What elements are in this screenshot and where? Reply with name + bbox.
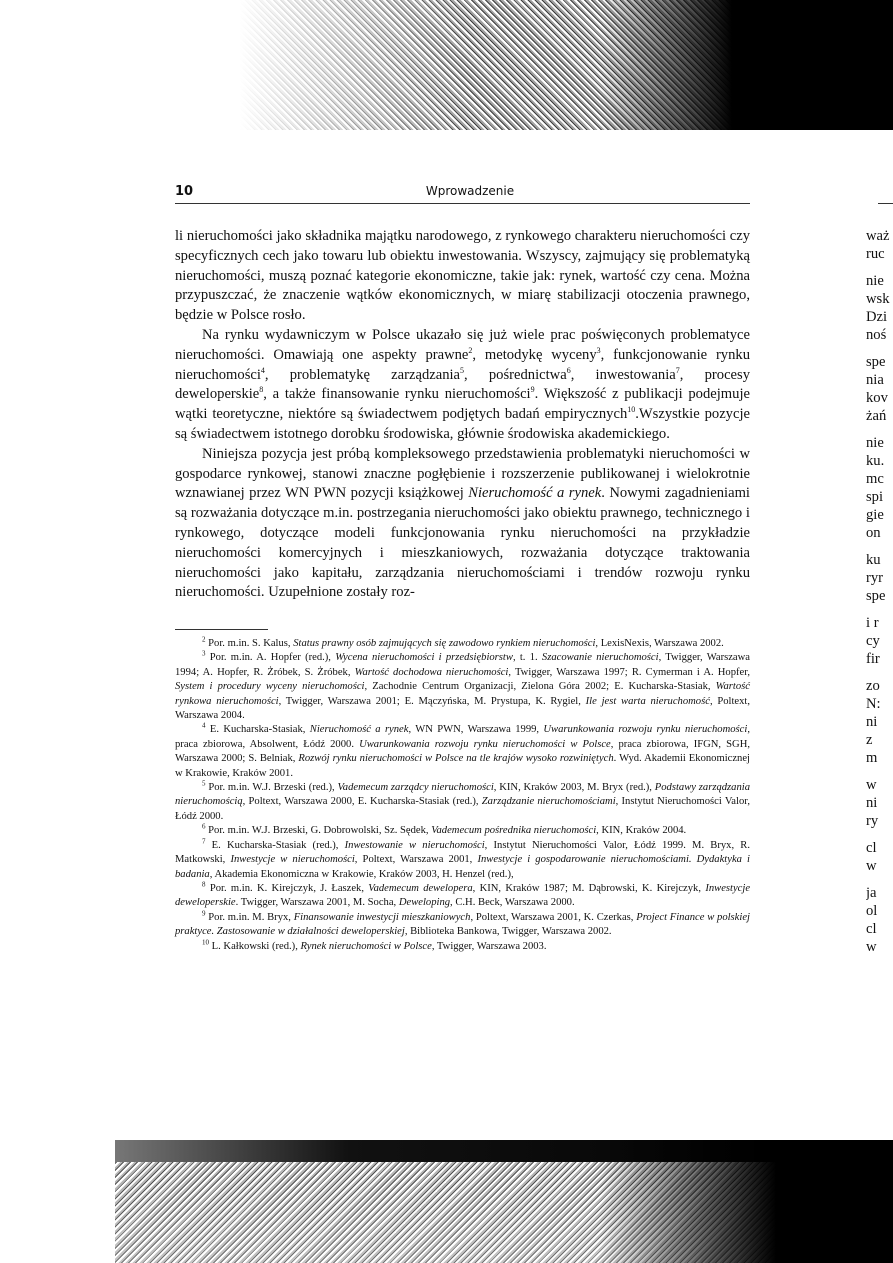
- next-page-line: spe: [866, 354, 886, 370]
- footnote-ref: 4: [260, 365, 265, 375]
- next-page-line: ku.: [866, 453, 885, 469]
- footnote-ref: 8: [259, 385, 264, 395]
- footnote-4: $^4$ E. Kucharska-Stasiak, Nieruchomość a rynek, WN PWN, Warszawa 1999, Uwarunkowania rozwoju rynku nieruchomości, praca zbiorowa, Absolwent, Łódź 2000. Uwarunkowania rozwoju rynku nieruchomości w Polsce, praca zbiorowa, IFGN, SGH, Warszawa 2000; S. Belniak, Rozwój rynku nieruchomości w Polsce na tle krajów wysoko rozwiniętych. Wyd. Akademii Ekonomicznej w Krakowie, Kraków 2001.: [175, 721, 751, 779]
- next-page-line: kov: [866, 390, 888, 406]
- footnote-ref: 5: [460, 365, 465, 375]
- next-page-line: z: [866, 732, 873, 748]
- next-page-line: wsk: [866, 291, 890, 307]
- next-page-line: gie: [866, 507, 884, 523]
- footnote-ref: 9: [530, 385, 535, 395]
- next-page-line: noś: [866, 327, 887, 343]
- next-page-header-rule: [878, 203, 893, 204]
- footnote-2: $^2$ Por. m.in. S. Kalus, Status prawny osób zajmujących się zawodowo rynkiem nieruchomości, LexisNexis, Warszawa 2002.: [202, 635, 724, 649]
- header-rule: [175, 203, 750, 204]
- next-page-line: i r: [866, 615, 879, 631]
- footnote-8: $^8$ Por. m.in. K. Kirejczyk, J. Łaszek, Vademecum dewelopera, KIN, Kraków 1987; M. Dąbrowski, K. Kirejczyk, Inwestycje deweloperskie. Twigger, Warszawa 2001, M. Socha, Deweloping, C.H. Beck, Warszawa 2000.: [175, 880, 751, 909]
- next-page-line: N:: [866, 696, 881, 712]
- next-page-line: cl: [866, 921, 877, 937]
- next-page-line: nie: [866, 273, 884, 289]
- next-page-line: fir: [866, 651, 880, 667]
- next-page-line: ryr: [866, 570, 884, 586]
- next-page-fragment-column: [866, 227, 893, 1067]
- next-page-line: cl: [866, 840, 877, 856]
- footnote-ref: 2: [468, 345, 473, 355]
- footnote-rule: [175, 629, 268, 630]
- next-page-line: ol: [866, 903, 878, 919]
- next-page-line: ni: [866, 795, 878, 811]
- footnote-9: $^9$ Por. m.in. M. Bryx, Finansowanie inwestycji mieszkaniowych, Poltext, Warszawa 2001, K. Czerkas, Project Finance w polskiej praktyce. Zastosowanie w działalności deweloperskiej, Biblioteka Bankowa, Twigger, Warszawa 2002.: [175, 909, 750, 938]
- page-number: 10: [175, 184, 194, 199]
- scan-shadow-top: [600, 0, 893, 130]
- next-page-line: zo: [866, 678, 880, 694]
- paragraph-3: Niniejsza pozycja jest próbą kompleksowego przedstawienia problematyki nieruchomości w gospodarce rynkowej, stanowi znaczne pogłębienie i rozszerzenie publikowanej i wielokrotnie wznawianej przez WN PWN pozycji książkowej Nieruchomość a rynek. Nowymi zagadnieniami są rozważania dotyczące m.in. postrzegania nieruchomości jako obiektu prawnego, technicznego i rynkowego, dotyczące modeli funkcjonowania rynku nieruchomości na przykładzie nieruchomości komercyjnych i mieszkaniowych, rozważania dotyczące traktowania nieruchomości jako kapitału, zarządzania nieruchomościami i trendów rozwoju rynku nieruchomości. Uzupełnione zostały roz-: [175, 445, 750, 601]
- footnote-10: $^{10}$ L. Kałkowski (red.), Rynek nieruchomości w Polsce, Twigger, Warszawa 2003.: [202, 938, 547, 952]
- next-page-line: ry: [866, 813, 879, 829]
- next-page-line: ja: [866, 885, 877, 901]
- next-page-line: w: [866, 777, 877, 793]
- footnote-ref: 7: [675, 365, 680, 375]
- next-page-line: waż: [866, 228, 890, 244]
- paragraph-1: li nieruchomości jako składnika majątku narodowego, z rynkowego charakteru nieruchomości czy specyficznych cech jako towaru lub obiektu inwestowania. Wszyscy, zajmujący się problematyką nieruchomości, muszą poznać kategorie ekonomiczne, takie jak: rynek, wartość czy cena. Można przypuszczać, że znaczenie wątków ekonomicznych, w miarę stabilizacji otoczenia prawnego, będzie w Polsce rosło.: [175, 228, 750, 324]
- next-page-line: ni: [866, 714, 878, 730]
- next-page-line: m: [866, 750, 878, 766]
- next-page-line: mc: [866, 471, 884, 487]
- scan-shadow-bottom: [600, 1140, 893, 1263]
- next-page-line: żań: [866, 408, 887, 424]
- next-page-line: w: [866, 939, 877, 955]
- footnotes: [175, 637, 750, 954]
- next-page-line: nia: [866, 372, 884, 388]
- next-page-line: w: [866, 858, 877, 874]
- footnote-ref: 3: [596, 345, 601, 355]
- footnote-3: $^3$ Por. m.in. A. Hopfer (red.), Wycena nieruchomości i przedsiębiorstw, t. 1. Szacowanie nieruchomości, Twigger, Warszawa 1994; A. Hopfer, R. Żróbek, S. Żróbek, Wartość dochodowa nieruchomości, Twigger, Warszawa 1997; R. Cymerman i A. Hopfer, System i procedury wyceny nieruchomości, Zachodnie Centrum Organizacji, Zielona Góra 2002; E. Kucharska-Stasiak, Wartość rynkowa nieruchomości, Twigger, Warszawa 2001; E. Mączyńska, M. Prystupa, K. Rygiel, Ile jest warta nieruchomość, Poltext, Warszawa 2004.: [175, 649, 750, 722]
- next-page-line: ku: [866, 552, 881, 568]
- next-page-line: ruc: [866, 246, 885, 262]
- footnote-6: $^6$ Por. m.in. W.J. Brzeski, G. Dobrowolski, Sz. Sędek, Vademecum pośrednika nieruchomości, KIN, Kraków 2004.: [202, 822, 687, 837]
- next-page-line: on: [866, 525, 881, 541]
- next-page-line: spi: [866, 489, 884, 505]
- paragraph-2: Na rynku wydawniczym w Polsce ukazało się już wiele prac poświęconych problematyce nieruchomości. Omawiają one aspekty prawne$^2$, metodykę wyceny$^3$, funkcjonowanie rynku nieruchomości$^4$, problematykę zarządzania$^5$, pośrednictwa$^6$, inwestowania$^7$, procesy deweloperskie$^8$, a także finansowanie rynku nieruchomości$^9$. Większość z publikacji podejmuje wątki teoretyczne, niektóre są świadectwem podjętych badań empirycznych$^{10}$.Wszystkie pozycje są świadectwem istotnego dorobku środowiska, głównie środowiska akademickiego.: [175, 326, 751, 442]
- next-page-line: cy: [866, 633, 880, 649]
- main-text: [175, 227, 750, 603]
- book-title: Nieruchomość a rynek: [468, 485, 602, 502]
- running-head: Wprowadzenie: [425, 184, 515, 198]
- footnote-7: $^7$ E. Kucharska-Stasiak (red.), Inwestowanie w nieruchomości, Instytut Nieruchomości Valor, Łódź 1999. M. Bryx, R. Matkowski, Inwestycje w nieruchomości, Poltext, Warszawa 2001, Inwestycje i gospodarowanie nieruchomościami. Dydaktyka i badania, Akademia Ekonomiczna w Krakowie, Kraków 2003, H. Henzel (red.),: [175, 837, 750, 880]
- next-page-line: spe: [866, 588, 886, 604]
- footnote-ref: 10: [627, 405, 636, 415]
- next-page-line: Dzi: [866, 309, 888, 325]
- next-page-line: nie: [866, 435, 884, 451]
- footnote-ref: 6: [566, 365, 571, 375]
- footnote-5: $^5$ Por. m.in. W.J. Brzeski (red.), Vademecum zarządcy nieruchomości, KIN, Kraków 2003, M. Bryx (red.), Podstawy zarządzania nieruchomością, Poltext, Warszawa 2000, E. Kucharska-Stasiak (red.), Zarządzanie nieruchomościami, Instytut Nieruchomości Valor, Łódź 2000.: [175, 779, 750, 822]
